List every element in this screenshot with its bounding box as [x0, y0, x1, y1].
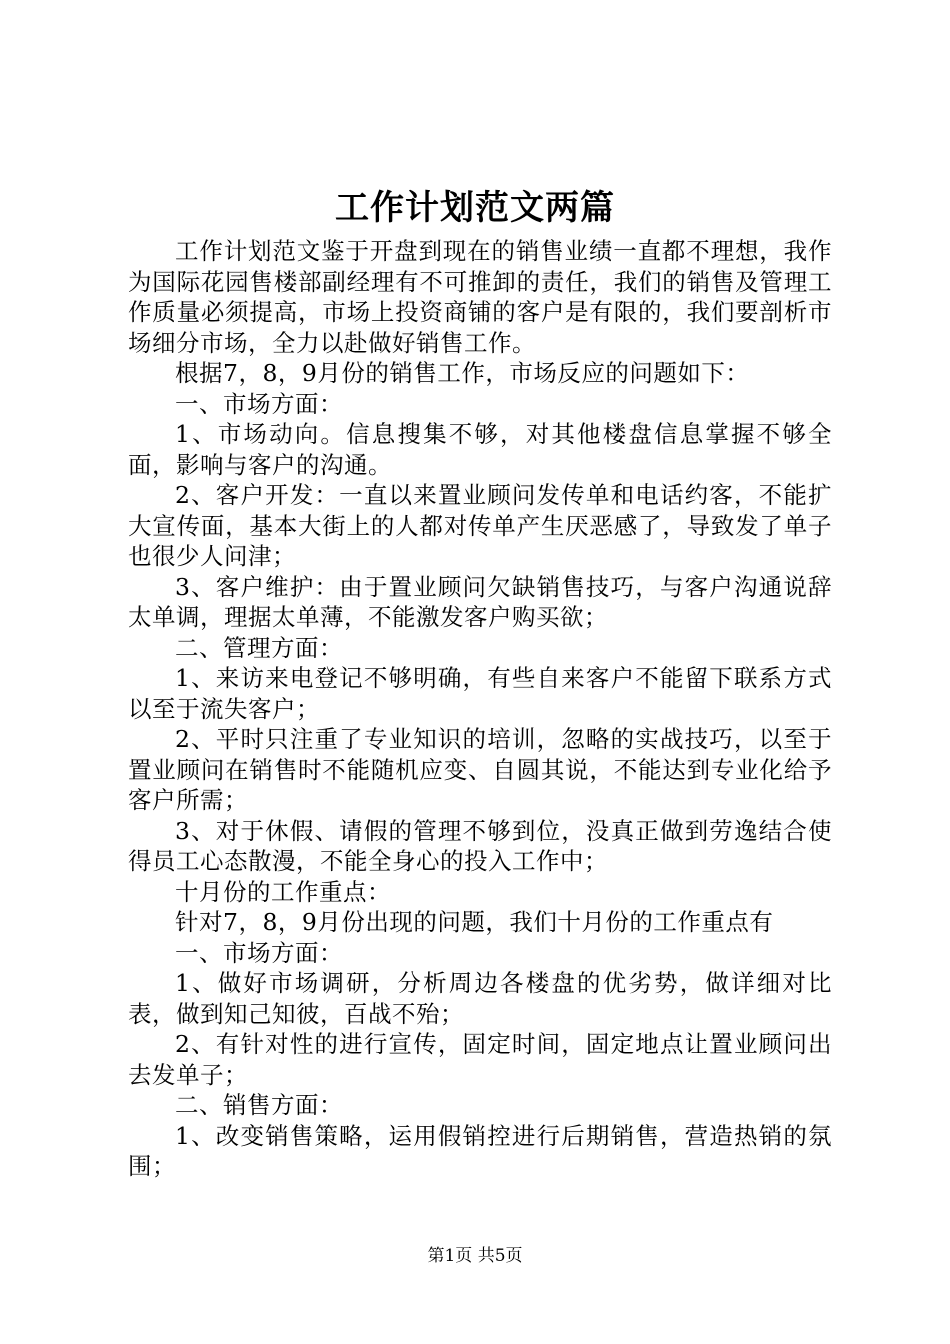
document-body — [128, 236, 832, 1182]
list-item: 1、改变销售策略，运用假销控进行后期销售，营造热销的氛围； — [128, 1121, 832, 1180]
list-item: 2、客户开发：一直以来置业顾问发传单和电话约客，不能扩大宣传面，基本大街上的人都对传单产生厌恶感了，导致发了单子也很少人问津； — [128, 481, 832, 570]
section-heading: 二、销售方面： — [175, 1091, 343, 1119]
paragraph: 针对7，8，9月份出现的问题，我们十月份的工作重点有 — [175, 908, 774, 936]
page-footer: 第1页 共5页 — [427, 1246, 523, 1266]
paragraph: 工作计划范文鉴于开盘到现在的销售业绩一直都不理想，我作为国际花园售楼部副经理有不可推卸的责任，我们的销售及管理工作质量必须提高，市场上投资商铺的客户是有限的，我们要剖析市场细分市场，全力以赴做好销售工作。 — [128, 237, 832, 357]
section-heading: 一、市场方面： — [175, 389, 343, 418]
list-item: 3、客户维护：由于置业顾问欠缺销售技巧，与客户沟通说辞太单调，理据太单薄，不能激发客户购买欲； — [128, 572, 832, 631]
list-item: 2、平时只注重了专业知识的培训，忽略的实战技巧，以至于置业顾问在销售时不能随机应变、自圆其说，不能达到专业化给予客户所需； — [128, 725, 832, 814]
section-heading: 二、管理方面： — [175, 633, 343, 662]
section-heading: 一、市场方面： — [175, 938, 343, 967]
list-item: 2、有针对性的进行宣传，固定时间，固定地点让置业顾问出去发单子； — [128, 1030, 832, 1089]
paragraph: 十月份的工作重点： — [175, 877, 391, 906]
list-item: 1、来访来电登记不够明确，有些自来客户不能留下联系方式以至于流失客户； — [128, 664, 832, 723]
list-item: 1、做好市场调研，分析周边各楼盘的优劣势，做详细对比表，做到知己知彼，百战不殆； — [128, 969, 832, 1028]
list-item: 3、对于休假、请假的管理不够到位，没真正做到劳逸结合使得员工心态散漫，不能全身心的投入工作中； — [128, 816, 832, 875]
document-title: 工作计划范文两篇 — [335, 188, 615, 228]
paragraph: 根据7，8，9月份的销售工作，市场反应的问题如下： — [175, 359, 750, 387]
list-item: 1、市场动向。信息搜集不够，对其他楼盘信息掌握不够全面，影响与客户的沟通。 — [128, 420, 832, 479]
